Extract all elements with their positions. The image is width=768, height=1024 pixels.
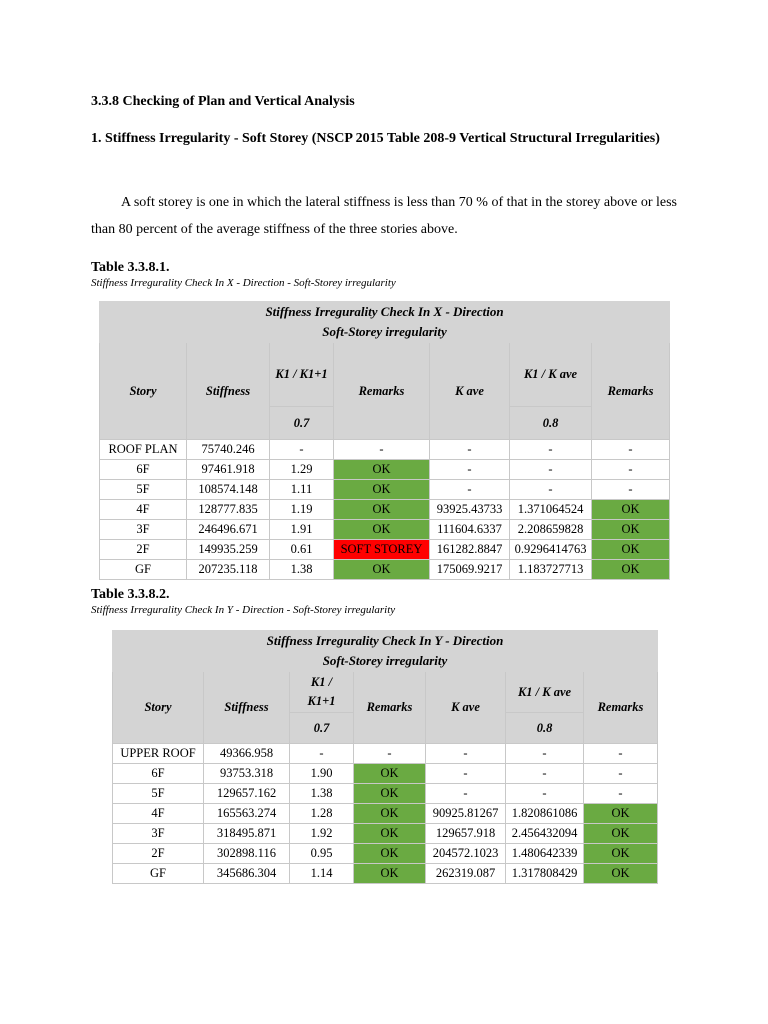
cell-stiffness: 345686.304 [204,864,290,884]
table-row [113,864,658,884]
header-remarks: Remarks [584,672,658,744]
cell-k1-ratio: 1.38 [270,560,334,580]
table-title-line2: Soft-Storey irregularity [322,653,448,668]
cell-k1-kave: - [506,744,584,764]
table-title-line1: Stiffness Irregurality Check In X - Direction [265,304,504,319]
table-row [100,500,670,520]
cell-k1-ratio: 1.11 [270,480,334,500]
cell-remarks: OK [354,804,426,824]
section-heading: 3.3.8 Checking of Plan and Vertical Analysis [91,94,355,109]
cell-remarks: OK [592,520,670,540]
header-remarks: Remarks [354,672,426,744]
table-1-caption: Stiffness Irregurality Check In X - Direction - Soft-Storey irregularity [91,277,396,289]
cell-remarks: - [354,744,426,764]
header-k-ave: K ave [426,672,506,744]
cell-k1-kave: 0.9296414763 [510,540,592,560]
cell-stiffness: 128777.835 [187,500,270,520]
cell-remarks: OK [354,844,426,864]
cell-k-ave: 175069.9217 [430,560,510,580]
cell-k1-ratio: 1.29 [270,460,334,480]
cell-story: 5F [113,784,204,804]
cell-stiffness: 246496.671 [187,520,270,540]
header-k1-kave: K1 / K ave [506,672,584,713]
cell-remarks: - [584,764,658,784]
cell-k-ave: - [426,764,506,784]
header-remarks: Remarks [334,343,430,440]
cell-remarks: OK [584,804,658,824]
table-x-direction [99,301,670,580]
cell-k1-ratio: 1.38 [290,784,354,804]
cell-remarks: OK [354,864,426,884]
cell-remarks: OK [334,500,430,520]
table-title [113,631,658,672]
cell-k1-ratio: - [270,440,334,460]
cell-k-ave: - [430,480,510,500]
cell-story: GF [113,864,204,884]
header-stiffness: Stiffness [204,672,290,744]
cell-remarks: - [592,440,670,460]
cell-remarks: OK [334,560,430,580]
cell-k1-kave: - [506,764,584,784]
header-story: Story [100,343,187,440]
table-row [100,540,670,560]
cell-stiffness: 93753.318 [204,764,290,784]
cell-remarks: - [592,480,670,500]
table-row [113,784,658,804]
cell-k-ave: 204572.1023 [426,844,506,864]
cell-k1-kave: 1.371064524 [510,500,592,520]
header-k1-ratio: K1 / K1+1 [270,343,334,407]
cell-k1-kave: - [506,784,584,804]
table-row [100,480,670,500]
cell-stiffness: 149935.259 [187,540,270,560]
cell-story: 4F [113,804,204,824]
cell-k1-kave: 1.317808429 [506,864,584,884]
cell-k1-kave: - [510,440,592,460]
header-limit: 0.7 [290,713,354,744]
header-k1-ratio-line1: K1 / [310,675,333,689]
cell-stiffness: 75740.246 [187,440,270,460]
cell-k-ave: - [430,460,510,480]
table-1-label: Table 3.3.8.1. [91,260,170,275]
cell-k-ave: 93925.43733 [430,500,510,520]
cell-k1-ratio: 1.90 [290,764,354,784]
cell-stiffness: 97461.918 [187,460,270,480]
table-2-label: Table 3.3.8.2. [91,587,170,602]
cell-remarks: OK [354,764,426,784]
cell-k-ave: 161282.8847 [430,540,510,560]
header-k1-kave: K1 / K ave [510,343,592,407]
cell-remarks: - [334,440,430,460]
cell-k1-ratio: 1.92 [290,824,354,844]
header-limit: 0.7 [270,407,334,440]
cell-story: GF [100,560,187,580]
cell-stiffness: 165563.274 [204,804,290,824]
cell-remarks: OK [354,784,426,804]
cell-story: 6F [100,460,187,480]
cell-k1-kave: - [510,460,592,480]
table-row [100,460,670,480]
cell-remarks: OK [592,540,670,560]
cell-story: ROOF PLAN [100,440,187,460]
body-paragraph: A soft storey is one in which the lateral stiffness is less than 70 % of that in the storey above or less than 80 percent of the average stiffness of the three stories above. [91,195,677,237]
cell-story: 5F [100,480,187,500]
cell-remarks: OK [584,844,658,864]
paragraph-heading: 1. Stiffness Irregularity - Soft Storey (NSCP 2015 Table 208-9 Vertical Structural Irregularities) [91,131,660,146]
cell-remarks: OK [584,864,658,884]
cell-stiffness: 302898.116 [204,844,290,864]
table-row [100,560,670,580]
cell-remarks-soft-storey: SOFT STOREY [334,540,430,560]
header-k1-ratio-line2: K1+1 [307,694,336,708]
cell-k1-ratio: 1.28 [290,804,354,824]
cell-k1-kave: 2.208659828 [510,520,592,540]
table-row [113,764,658,784]
cell-story: 3F [113,824,204,844]
cell-k-ave: - [430,440,510,460]
cell-k1-ratio: 1.14 [290,864,354,884]
table-row [100,440,670,460]
cell-stiffness: 108574.148 [187,480,270,500]
cell-k1-kave: 1.183727713 [510,560,592,580]
cell-remarks: - [584,744,658,764]
table-2-caption: Stiffness Irregurality Check In Y - Direction - Soft-Storey irregularity [91,604,396,616]
cell-stiffness: 318495.871 [204,824,290,844]
cell-stiffness: 49366.958 [204,744,290,764]
header-limit: 0.8 [506,713,584,744]
cell-k1-ratio: 1.19 [270,500,334,520]
cell-remarks: OK [354,824,426,844]
table-y-direction [112,630,658,884]
cell-remarks: OK [334,520,430,540]
cell-k-ave: 262319.087 [426,864,506,884]
cell-k-ave: 111604.6337 [430,520,510,540]
cell-k-ave: 90925.81267 [426,804,506,824]
cell-k1-kave: 2.456432094 [506,824,584,844]
table-title [100,302,670,343]
cell-story: UPPER ROOF [113,744,204,764]
cell-k1-kave: - [510,480,592,500]
cell-remarks: OK [584,824,658,844]
table-title-line1: Stiffness Irregurality Check In Y - Direction [266,633,504,648]
cell-remarks: - [592,460,670,480]
header-stiffness: Stiffness [187,343,270,440]
table-row [113,804,658,824]
cell-story: 3F [100,520,187,540]
table-row [113,744,658,764]
table-row [100,520,670,540]
cell-remarks: OK [592,560,670,580]
cell-k1-kave: 1.820861086 [506,804,584,824]
header-remarks: Remarks [592,343,670,440]
cell-story: 2F [113,844,204,864]
header-limit: 0.8 [510,407,592,440]
cell-k-ave: 129657.918 [426,824,506,844]
cell-k1-ratio: 1.91 [270,520,334,540]
cell-remarks: OK [334,460,430,480]
cell-remarks: OK [592,500,670,520]
cell-story: 6F [113,764,204,784]
cell-k1-ratio: 0.95 [290,844,354,864]
cell-k1-ratio: - [290,744,354,764]
header-story: Story [113,672,204,744]
cell-k1-kave: 1.480642339 [506,844,584,864]
cell-k1-ratio: 0.61 [270,540,334,560]
cell-remarks: OK [334,480,430,500]
cell-story: 4F [100,500,187,520]
cell-remarks: - [584,784,658,804]
table-row [113,844,658,864]
cell-k-ave: - [426,744,506,764]
header-k-ave: K ave [430,343,510,440]
cell-stiffness: 207235.118 [187,560,270,580]
table-row [113,824,658,844]
cell-k-ave: - [426,784,506,804]
cell-stiffness: 129657.162 [204,784,290,804]
header-k1-ratio [290,672,354,713]
cell-story: 2F [100,540,187,560]
table-title-line2: Soft-Storey irregularity [322,324,447,339]
